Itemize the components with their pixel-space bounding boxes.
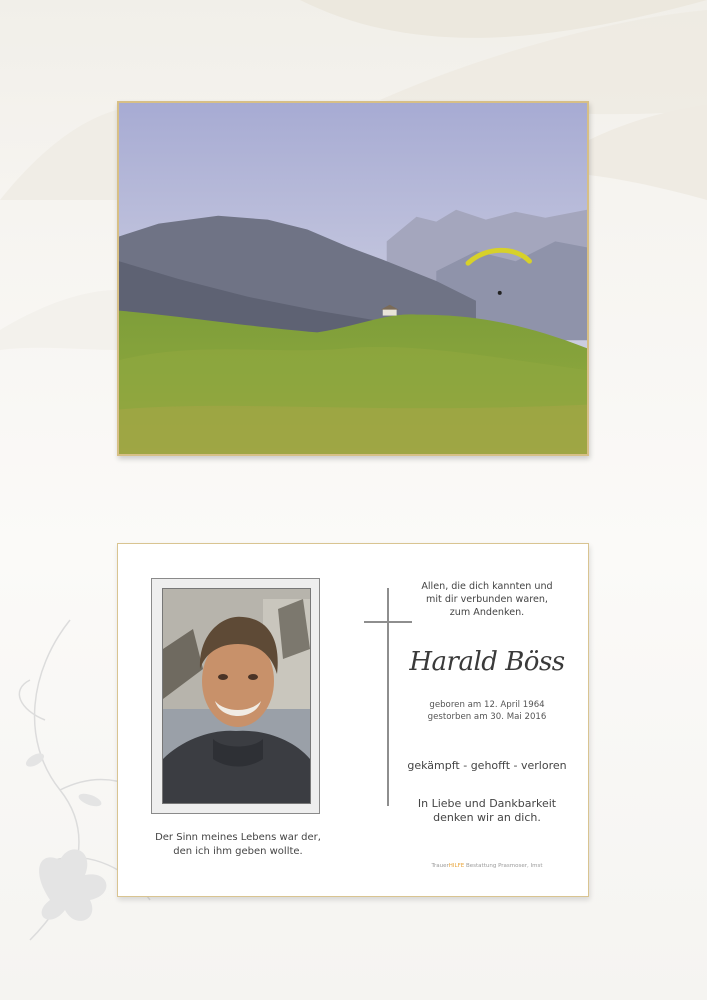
landscape-photo: [117, 101, 589, 456]
life-dates: [394, 699, 580, 723]
cross-icon-bar: [364, 621, 412, 623]
intro-line-2: mit dir verbunden waren,: [426, 594, 548, 605]
life-quote: [140, 831, 336, 859]
credit-text: Bestattung Prasmoser, Imst: [464, 863, 543, 869]
memorial-card: [117, 543, 589, 897]
intro-line-3: zum Andenken.: [449, 607, 525, 618]
portrait-frame: [151, 578, 320, 814]
intro-line-1: Allen, die dich kannten und: [421, 581, 553, 592]
deceased-name: Harald Böss: [409, 647, 565, 677]
closing-line-1: In Liebe und Dankbarkeit: [417, 797, 557, 810]
closing-text: [394, 797, 580, 825]
life-quote-line-1: Der Sinn meines Lebens war der,: [155, 832, 321, 843]
credit-brand-a: Trauer: [431, 863, 449, 869]
closing-line-2: denken wir an dich.: [433, 811, 541, 824]
portrait-photo: [162, 588, 311, 804]
credit-brand-b: HILFE: [448, 863, 465, 869]
intro-text: [394, 580, 580, 619]
funeral-home-credit: [394, 863, 580, 869]
death-date: gestorben am 30. Mai 2016: [427, 712, 547, 722]
birth-date: geboren am 12. April 1964: [429, 700, 545, 710]
motto-text: gekämpft - gehofft - verloren: [407, 759, 567, 772]
life-quote-line-2: den ich ihm geben wollte.: [173, 846, 303, 857]
